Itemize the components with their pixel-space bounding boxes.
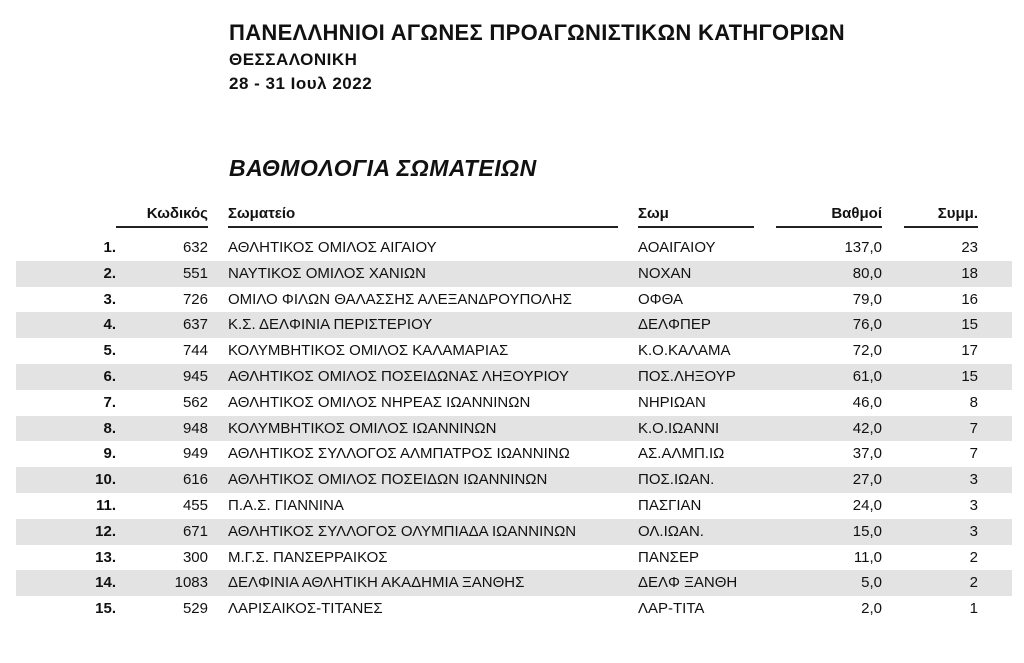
club-abbr-cell: ΠΟΣ.ΛΗΞΟΥΡ	[638, 367, 736, 385]
code-cell: 562	[182, 393, 208, 411]
table-row	[16, 235, 1012, 261]
athletes-cell: 2	[969, 548, 978, 566]
event-title: ΠΑΝΕΛΛΗΝΙΟΙ ΑΓΩΝΕΣ ΠΡΟΑΓΩΝΙΣΤΙΚΩΝ ΚΑΤΗΓΟΡΙΩΝ	[229, 20, 845, 45]
club-name-cell: ΑΘΛΗΤΙΚΟΣ ΟΜΙΛΟΣ ΝΗΡΕΑΣ ΙΩΑΝΝΙΝΩΝ	[228, 393, 531, 411]
column-header-abbr: Σωμ	[638, 205, 754, 228]
points-cell: 79,0	[852, 290, 882, 308]
table-row	[16, 493, 1012, 519]
rank-cell: 10.	[95, 471, 116, 489]
event-dates: 28 - 31 Ιουλ 2022	[229, 74, 373, 93]
points-cell: 80,0	[852, 264, 882, 282]
code-cell: 632	[182, 239, 208, 256]
table-row	[16, 338, 1012, 364]
table-row	[16, 596, 1012, 622]
club-name-cell: ΚΟΛΥΜΒΗΤΙΚΟΣ ΟΜΙΛΟΣ ΚΑΛΑΜΑΡΙΑΣ	[228, 342, 509, 360]
points-cell: 15,0	[852, 522, 882, 540]
points-cell: 46,0	[852, 393, 882, 411]
table-row	[16, 519, 1012, 545]
table-row	[16, 390, 1012, 416]
club-abbr-cell: ΔΕΛΦΠΕΡ	[638, 316, 711, 334]
athletes-cell: 17	[961, 342, 978, 360]
table-header	[0, 205, 1024, 231]
club-name-cell: ΑΘΛΗΤΙΚΟΣ ΟΜΙΛΟΣ ΑΙΓΑΙΟΥ	[228, 239, 437, 256]
table-row	[16, 287, 1012, 313]
code-cell: 744	[182, 342, 208, 360]
club-name-cell: ΛΑΡΙΣΑΙΚΟΣ-ΤΙΤΑΝΕΣ	[228, 600, 383, 618]
athletes-cell: 15	[961, 316, 978, 334]
event-city: ΘΕΣΣΑΛΟΝΙΚΗ	[229, 50, 358, 69]
club-abbr-cell: ΛΑΡ-ΤΙΤΑ	[638, 600, 705, 618]
rank-cell: 9.	[103, 445, 116, 463]
points-cell: 37,0	[852, 445, 882, 463]
table-row	[16, 416, 1012, 442]
club-abbr-cell: ΟΦΘΑ	[638, 290, 684, 308]
club-abbr-cell: Κ.Ο.ΙΩΑΝΝΙ	[638, 419, 720, 437]
club-name-cell: Π.Α.Σ. ΓΙΑΝΝΙΝΑ	[228, 496, 344, 514]
table-row	[16, 364, 1012, 390]
club-abbr-cell: ΔΕΛΦ ΞΑΝΘΗ	[638, 574, 738, 592]
club-name-cell: ΑΘΛΗΤΙΚΟΣ ΟΜΙΛΟΣ ΠΟΣΕΙΔΩΝΑΣ ΛΗΞΟΥΡΙΟΥ	[228, 367, 569, 385]
athletes-cell: 1	[969, 600, 978, 618]
club-name-cell: ΑΘΛΗΤΙΚΟΣ ΣΥΛΛΟΓΟΣ ΑΛΜΠΑΤΡΟΣ ΙΩΑΝΝΙΝΩ	[228, 445, 570, 463]
column-header-points: Βαθμοί	[776, 205, 882, 228]
club-abbr-cell: ΠΑΝΣΕΡ	[638, 548, 699, 566]
athletes-cell: 18	[961, 264, 978, 282]
rank-cell: 2.	[103, 264, 116, 282]
table-row	[16, 545, 1012, 571]
rank-cell: 5.	[103, 342, 116, 360]
club-abbr-cell: Κ.Ο.ΚΑΛΑΜΑ	[638, 342, 731, 360]
rank-cell: 7.	[103, 393, 116, 411]
code-cell: 948	[182, 419, 208, 437]
athletes-cell: 7	[969, 419, 978, 437]
athletes-cell: 7	[969, 445, 978, 463]
athletes-cell: 3	[969, 496, 978, 514]
club-name-cell: ΔΕΛΦΙΝΙΑ ΑΘΛΗΤΙΚΗ ΑΚΑΔΗΜΙΑ ΞΑΝΘΗΣ	[228, 574, 525, 592]
club-abbr-cell: ΟΛ.ΙΩΑΝ.	[638, 522, 704, 540]
code-cell: 551	[182, 264, 208, 282]
rank-cell: 8.	[103, 419, 116, 437]
code-cell: 616	[182, 471, 208, 489]
points-cell: 2,0	[861, 600, 882, 618]
code-cell: 949	[182, 445, 208, 463]
club-abbr-cell: ΝΟΧΑΝ	[638, 264, 692, 282]
points-cell: 76,0	[852, 316, 882, 334]
rank-cell: 4.	[103, 316, 116, 334]
athletes-cell: 3	[969, 522, 978, 540]
rank-cell: 13.	[95, 548, 116, 566]
club-abbr-cell: ΑΟΑΙΓΑΙΟΥ	[638, 239, 716, 256]
code-cell: 637	[182, 316, 208, 334]
table-row	[16, 570, 1012, 596]
points-cell: 5,0	[861, 574, 882, 592]
club-abbr-cell: ΑΣ.ΑΛΜΠ.ΙΩ	[638, 445, 725, 463]
rank-cell: 14.	[95, 574, 116, 592]
club-name-cell: ΑΘΛΗΤΙΚΟΣ ΟΜΙΛΟΣ ΠΟΣΕΙΔΩΝ ΙΩΑΝΝΙΝΩΝ	[228, 471, 548, 489]
club-name-cell: ΑΘΛΗΤΙΚΟΣ ΣΥΛΛΟΓΟΣ ΟΛΥΜΠΙΑΔΑ ΙΩΑΝΝΙΝΩΝ	[228, 522, 577, 540]
code-cell: 1083	[174, 574, 208, 592]
rank-cell: 1.	[103, 239, 116, 256]
points-cell: 42,0	[852, 419, 882, 437]
club-abbr-cell: ΠΟΣ.ΙΩΑΝ.	[638, 471, 715, 489]
table-row	[16, 261, 1012, 287]
points-cell: 11,0	[853, 548, 882, 566]
club-abbr-cell: ΝΗΡΙΩΑΝ	[638, 393, 706, 411]
club-name-cell: ΝΑΥΤΙΚΟΣ ΟΜΙΛΟΣ ΧΑΝΙΩΝ	[228, 264, 426, 282]
athletes-cell: 16	[961, 290, 978, 308]
athletes-cell: 15	[961, 367, 978, 385]
section-title: ΒΑΘΜΟΛΟΓΙΑ ΣΩΜΑΤΕΙΩΝ	[229, 155, 537, 181]
rank-cell: 3.	[103, 290, 116, 308]
athletes-cell: 8	[969, 393, 978, 411]
rank-cell: 15.	[95, 600, 116, 618]
code-cell: 726	[182, 290, 208, 308]
standings-table	[16, 235, 1012, 622]
athletes-cell: 23	[961, 239, 978, 256]
club-name-cell: ΚΟΛΥΜΒΗΤΙΚΟΣ ΟΜΙΛΟΣ ΙΩΑΝΝΙΝΩΝ	[228, 419, 497, 437]
table-row	[16, 312, 1012, 338]
column-header-club: Σωματείο	[228, 205, 618, 228]
column-header-code: Κωδικός	[116, 205, 208, 228]
code-cell: 529	[182, 600, 208, 618]
code-cell: 455	[182, 496, 208, 514]
club-name-cell: Κ.Σ. ΔΕΛΦΙΝΙΑ ΠΕΡΙΣΤΕΡΙΟΥ	[228, 316, 433, 334]
code-cell: 300	[182, 548, 208, 566]
points-cell: 27,0	[852, 471, 882, 489]
table-row	[16, 441, 1012, 467]
rank-cell: 6.	[103, 367, 116, 385]
points-cell: 61,0	[852, 367, 882, 385]
athletes-cell: 3	[969, 471, 978, 489]
points-cell: 72,0	[852, 342, 882, 360]
points-cell: 137,0	[844, 239, 882, 256]
rank-cell: 12.	[95, 522, 116, 540]
code-cell: 671	[182, 522, 208, 540]
athletes-cell: 2	[969, 574, 978, 592]
column-header-athletes: Συμμ.	[904, 205, 978, 228]
rank-cell: 11.	[95, 496, 116, 514]
points-cell: 24,0	[852, 496, 882, 514]
document-header	[229, 18, 845, 96]
club-abbr-cell: ΠΑΣΓΙΑΝ	[638, 496, 702, 514]
code-cell: 945	[182, 367, 208, 385]
table-row	[16, 467, 1012, 493]
club-name-cell: ΟΜΙΛΟ ΦΙΛΩΝ ΘΑΛΑΣΣΗΣ ΑΛΕΞΑΝΔΡΟΥΠΟΛΗΣ	[228, 290, 572, 308]
club-name-cell: Μ.Γ.Σ. ΠΑΝΣΕΡΡΑΙΚΟΣ	[228, 548, 388, 566]
